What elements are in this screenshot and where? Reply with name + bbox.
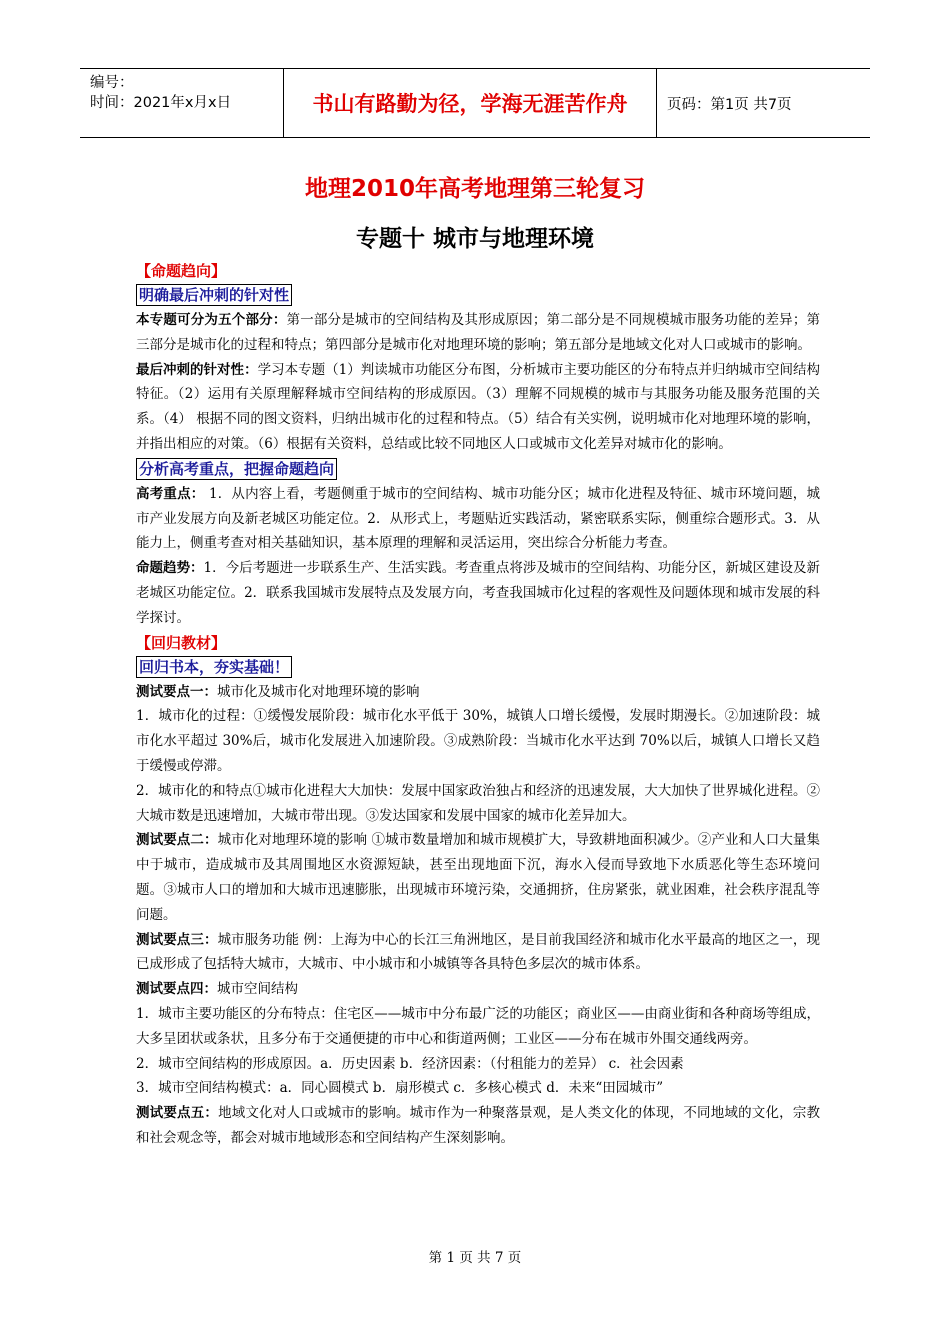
- paragraph-text: 第一部分是城市的空间结构及其形成原因；第二部分是不同规模城市服务功能的差异；第三部分是城市化的过程和特点；第四部分是城市化对地理环境的影响；第五部分是地域文化对人口或城市的影响。: [136, 312, 821, 353]
- paragraph-text: 1．今后考题进一步联系生产、生活实践。考查重点将涉及城市的空间结构、功能分区，新城区建设及新老城区功能定位。2．联系我国城市发展特点及发展方向，考查我国城市化过程的客观性及问题体现和城市发展的科学探讨。: [136, 560, 821, 626]
- page-footer: 第 1 页 共 7 页: [428, 1250, 522, 1266]
- test-point-4-item-3: 3．城市空间结构模式：a．同心圆模式 b．扇形模式 c．多核心模式 d．未来“田园城市”: [136, 1080, 664, 1097]
- test-point-4-item-2: 2．城市空间结构的形成原因。a．历史因素 b．经济因素：（付租能力的差异） c．社会因素: [136, 1055, 684, 1072]
- test-point-1-item-1: 1．城市化的过程：①缓慢发展阶段：城市化水平低于 30%，城镇人口增长缓慢，发展时期漫长。②加速阶段：城市化水平超过 30%后，城市化发展进入加速阶段。③成熟阶段：当城市化水平达到 70%以后，城镇人口增长又趋于缓慢或停滞。: [136, 708, 820, 774]
- main-content: [136, 259, 820, 1151]
- test-point-1: [136, 680, 820, 705]
- paragraph-text: 1．从内容上看，考题侧重于城市的空间结构、城市功能分区；城市化进程及特征、城市环境问题，城市产业发展方向及新老城区功能定位。2．从形式上，考题贴近实践活动，紧密联系实际，侧重综合题形式。3．从能力上，侧重考查对相关基础知识，基本原理的理解和灵活运用，突出综合分析能力考查。: [136, 485, 820, 552]
- paragraph-lead: 测试要点五：: [136, 1105, 219, 1122]
- paragraph-text: 城市服务功能 例：上海为中心的长江三角洲地区，是目前我国经济和城市化水平最高的地区之一，现已成形成了包括特大城市，大城市、中小城市和小城镇等各具特色多层次的城市体系。: [136, 931, 821, 973]
- paragraph-lead: 本专题可分为五个部分：: [136, 312, 287, 328]
- time-label: 时间：2021年x月x日: [90, 95, 232, 111]
- paragraph-lead: 测试要点四：: [136, 981, 217, 998]
- test-point-2: [136, 828, 820, 927]
- boxed-heading-1: 明确最后冲刺的针对性: [136, 284, 292, 306]
- paragraph-lead: 最后冲刺的针对性：: [136, 361, 258, 378]
- paragraph-exam-trend: [136, 556, 820, 630]
- paragraph-text: 地域文化对人口或城市的影响。城市作为一种聚落景观，是人类文化的体现，不同地域的文化，宗教和社会观念等，都会对城市地域形态和空间结构产生深刻影响。: [136, 1105, 821, 1146]
- paragraph-parts: [136, 308, 820, 358]
- paragraph-lead: 命题趋势：: [136, 560, 204, 577]
- test-point-3: [136, 928, 820, 978]
- header-left-cell: [80, 69, 283, 137]
- boxed-heading-3: 回归书本，夯实基础！: [136, 656, 292, 678]
- section-heading-textbook: 【回归教材】: [136, 633, 227, 652]
- boxed-heading-2: 分析高考重点，把握命题趋向: [136, 458, 337, 480]
- test-point-4-item-1: 1．城市主要功能区的分布特点：住宅区——城市中分布最广泛的功能区；商业区——由商业街和各种商场等组成，大多呈团状或条状，且多分布于交通便捷的市中心和街道两侧；工业区——分布在城市外围交通线两旁。: [136, 1005, 820, 1047]
- section-heading-trend: 【命题趋向】: [136, 262, 227, 280]
- paragraph-lead: 测试要点三：: [136, 931, 218, 948]
- paragraph-text: 城市化及城市化对地理环境的影响: [217, 683, 420, 700]
- motto: 书山有路勤为径，学海无涯苦作舟: [283, 69, 657, 137]
- test-point-1-item-2: 2．城市化的和特点①城市化进程大大加快：发展中国家政治独占和经济的迅速发展，大大加快了世界城化进程。②大城市数是迅速增加，大城市带出现。③发达国家和发展中国家的城市化差异加大。: [136, 782, 820, 824]
- paragraph-text: 城市化对地理环境的影响 ①城市数量增加和城市规模扩大，导致耕地面积减少。②产业和人口大量集中于城市，造成城市及其周围地区水资源短缺，甚至出现地面下沉，海水入侵而导致地下水质恶化等生态环境问题。③城市人口的增加和大城市迅速膨胀，出现城市环境污染，交通拥挤，住房紧张，就业困难，社会秩序混乱等问题。: [136, 832, 821, 923]
- paragraph-lead: 测试要点一：: [136, 683, 217, 700]
- paragraph-focus: [136, 358, 820, 457]
- paragraph-lead: 测试要点二：: [136, 832, 218, 849]
- paragraph-text: 城市空间结构: [217, 981, 298, 998]
- test-point-5: [136, 1101, 820, 1151]
- page-code: 页码：第1页 共7页: [667, 96, 792, 113]
- page-title: 地理2010年高考地理第三轮复习: [304, 176, 645, 202]
- test-point-4: [136, 977, 820, 1002]
- paragraph-exam-focus: [136, 482, 820, 556]
- number-label: 编号：: [90, 75, 134, 91]
- page-subtitle: 专题十 城市与地理环境: [355, 226, 594, 252]
- paragraph-lead: 高考重点：: [136, 485, 205, 502]
- header-table: [80, 68, 870, 138]
- paragraph-text: 学习本专题（1）判读城市功能区分布图，分析城市主要功能区的分布特点并归纳城市空间结构特征。（2）运用有关原理解释城市空间结构的形成原因。（3）理解不同规模的城市与其服务功能及服务范围的关系。（4） 根据不同的图文资料，归纳出城市化的过程和特点。（5）结合有关实例，说明城市化对地理环境的影响，并指出相应的对策。（6）根据有关资料，总结或比较不同地区人口或城市文化差异对城市化的影响。: [136, 361, 820, 452]
